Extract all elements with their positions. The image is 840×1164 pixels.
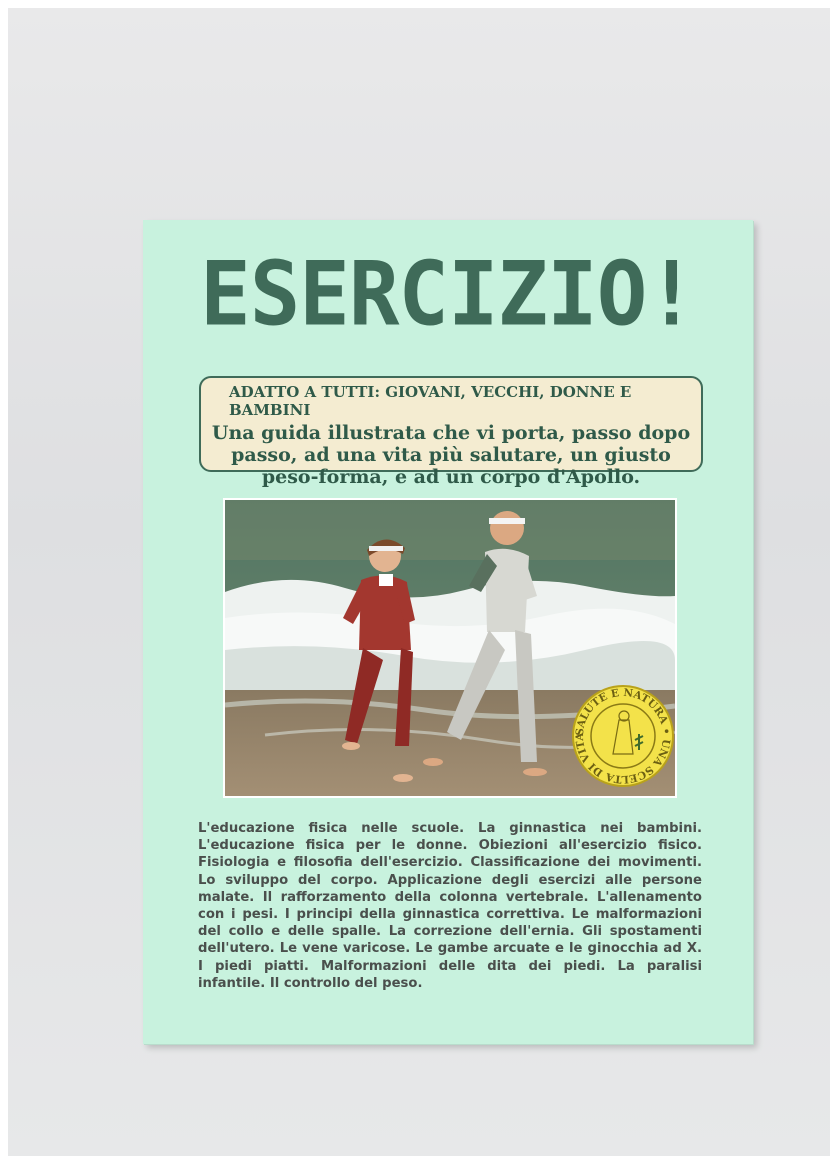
blurb-text: Una guida illustrata che vi porta, passo dopo passo, ad una vita più salutare, un giusto peso-forma, e ad un corpo d'Apollo. bbox=[211, 422, 691, 488]
cover-photo bbox=[223, 498, 677, 798]
book-title: ESERCIZIO! bbox=[200, 242, 696, 346]
book-cover bbox=[143, 220, 753, 1044]
seal-text: SALUTE E NATURA • UNA SCELTA DI VITA bbox=[573, 686, 673, 786]
seal-badge bbox=[573, 686, 673, 786]
contents-description: L'educazione fisica nelle scuole. La ginnastica nei bambini. L'educazione fisica per le donne. Obiezioni all'esercizio fisico. Fisiologia e filosofia dell'esercizio. Classificazione dei movimenti. Lo sviluppo del corpo. Applicazione degli esercizi alle persone malate. Il rafforzamento della colonna vertebrale. L'allenamento con i pesi. I principi della ginnastica correttiva. Le malformazioni del collo e delle spalle. La correzione dell'ernia. Gli spostamenti dell'utero. Le vene varicose. Le gambe arcuate e le ginocchia ad X. I piedi piatti. Malformazioni delle dita dei piedi. La paralisi infantile. Il controllo del peso. bbox=[198, 821, 702, 991]
blurb-heading: ADATTO A TUTTI: GIOVANI, VECCHI, DONNE E BAMBINI bbox=[229, 383, 632, 419]
joggers-beach-photo bbox=[225, 500, 675, 796]
blurb-box bbox=[199, 376, 703, 488]
